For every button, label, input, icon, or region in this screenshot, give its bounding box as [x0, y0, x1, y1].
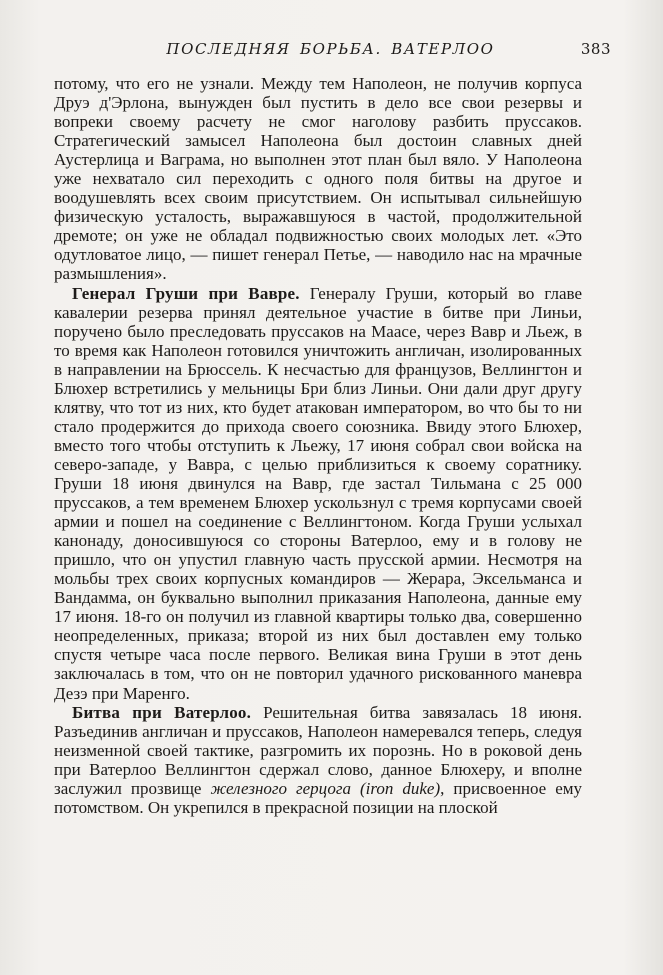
running-title: ПОСЛЕДНЯЯ БОРЬБА. ВАТЕРЛОО — [166, 40, 495, 58]
paragraph-text-tail: , присвоенное ему потомством. Он укрепился в прекрасной позиции на плоской — [54, 778, 583, 817]
page-number: 383 — [580, 40, 611, 58]
paragraph-text: Решительная битва завязалась 18 июня. Разъединив англичан и пруссаков, Наполеон намеревался теперь, следуя неизменной своей тактике, разгромить их порознь. Но в роковой день при Ватерлоо Веллингтон сдержал слово, данное Блюхеру, и вполне заслужил прозвище — [54, 702, 582, 798]
section-lead-heading: Генерал Груши при Вавре. — [72, 283, 300, 303]
paragraph — [54, 74, 582, 284]
italic-phrase: железного герцога (iron duke) — [210, 778, 441, 798]
page-header — [50, 40, 611, 64]
paragraph — [54, 284, 582, 703]
body-text — [54, 74, 582, 817]
section-lead-heading: Битва при Ватерлоо. — [72, 702, 252, 722]
paragraph — [54, 703, 582, 817]
paragraph-text: потому, что его не узнали. Между тем Наполеон, не получив корпуса Друэ д'Эрлона, вынужден был пустить в дело все свои резервы и вопреки своему расчету не смог наголову разбить пруссаков. Стратегический замысел Наполеона был достоин славных дней Аустерлица и Ваграма, но выполнен этот план был вяло. У Наполеона уже нехватало сил переходить с одного поля битвы на другое и воодушевлять всех своим присутствием. Он испытывал сильнейшую физическую усталость, выражавшуюся в частой, продолжительной дремоте; он уже не обладал подвижностью своих молодых лет. «Это одутловатое лицо, — пишет генерал Петье, — наводило нас на мрачные размышления». — [54, 74, 582, 284]
paragraph-text: Генералу Груши, который во главе кавалерии резерва принял деятельное участие в битве при Линьи, поручено было преследовать пруссаков на Маасе, через Вавр и Льеж, в то время как Наполеон готовился уничтожить англичан, изолированных в направлении на Брюссель. К несчастью для французов, Веллингтон и Блюхер встретились у мельницы Бри близ Линьи. Они дали друг другу клятву, что тот из них, кто будет атакован императором, во что бы то ни стало продержится до прихода своего союзника. Ввиду этого Блюхер, вместо того чтобы отступить к Льежу, 17 июня собрал свои войска на северо-западе, у Вавра, с целью приблизиться к своему соратнику. Груши 18 июня двинулся на Вавр, где застал Тильмана с 25 000 пруссаков, а тем временем Блюхер ускользнул с тремя корпусами своей армии и пошел на соединение с Веллингтоном. Когда Груши услыхал канонаду, доносившуюся со стороны Ватерлоо, ему и в голову не пришло, что он упустил главную часть прусской армии. Несмотря на мольбы трех своих корпусных командиров — Жерара, Эксельманса и Вандамма, он буквально выполнил приказания Наполеона, данные ему 17 июня. 18-го он получил из главной квартиры только два, совершенно неопределенных, приказа; второй из них был доставлен ему только спустя четыре часа после первого. Великая вина Груши в этот день заключалась в том, что он не повторил удачного рискованного маневра Дезэ при Маренго. — [54, 283, 582, 703]
